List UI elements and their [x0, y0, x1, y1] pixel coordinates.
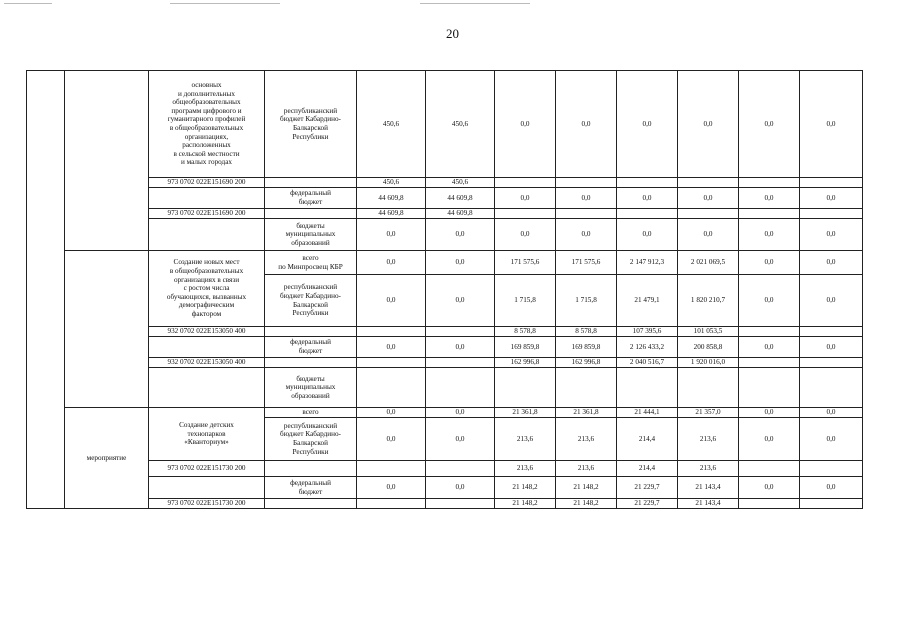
table-row — [27, 188, 863, 209]
value-cell: 0,0 — [678, 219, 739, 251]
value-cell: 0,0 — [556, 71, 617, 178]
value-cell: 21 148,2 — [495, 499, 556, 509]
table-row — [27, 219, 863, 251]
value-cell: 213,6 — [678, 418, 739, 461]
value-cell — [556, 178, 617, 188]
table-row — [27, 477, 863, 499]
scan-edge-line — [170, 3, 280, 4]
value-cell: 0,0 — [426, 219, 495, 251]
value-cell: 450,6 — [426, 71, 495, 178]
value-cell: 8 578,8 — [556, 327, 617, 337]
value-cell — [739, 358, 800, 368]
value-cell: 0,0 — [617, 219, 678, 251]
funding-source-cell: республиканский бюджет Кабардино- Балкарской Республики — [265, 418, 357, 461]
value-cell: 162 996,8 — [495, 358, 556, 368]
value-cell: 0,0 — [739, 188, 800, 209]
value-cell — [800, 499, 863, 509]
value-cell: 44 609,8 — [426, 188, 495, 209]
value-cell: 2 021 069,5 — [678, 251, 739, 275]
funding-source-cell: республиканский бюджет Кабардино- Балкарской Республики — [265, 71, 357, 178]
value-cell: 0,0 — [800, 71, 863, 178]
value-cell: 0,0 — [739, 477, 800, 499]
value-cell: 0,0 — [678, 71, 739, 178]
table-row — [27, 178, 863, 188]
value-cell: 171 575,6 — [556, 251, 617, 275]
value-cell: 169 859,8 — [495, 337, 556, 358]
description-cell: Создание детских технопарков «Кванториум» — [149, 408, 265, 461]
value-cell: 0,0 — [617, 188, 678, 209]
funding-source-cell: всего — [265, 408, 357, 418]
value-cell: 0,0 — [495, 188, 556, 209]
activity-cell — [65, 251, 149, 408]
value-cell: 44 609,8 — [426, 209, 495, 219]
value-cell — [800, 358, 863, 368]
value-cell: 0,0 — [495, 219, 556, 251]
value-cell — [617, 209, 678, 219]
value-cell — [800, 178, 863, 188]
value-cell — [357, 358, 426, 368]
activity-cell — [65, 71, 149, 251]
empty-cell — [265, 209, 357, 219]
value-cell: 21 148,2 — [495, 477, 556, 499]
description-cell — [149, 219, 265, 251]
table-row — [27, 461, 863, 477]
value-cell: 0,0 — [739, 251, 800, 275]
value-cell: 21 229,7 — [617, 499, 678, 509]
table-row — [27, 499, 863, 509]
description-cell: основных и дополнительных общеобразовательных программ цифрового и гуманитарного профилей в общеобразовательных организациях, расположенных в сельской местности и малых городах — [149, 71, 265, 178]
value-cell: 0,0 — [739, 337, 800, 358]
value-cell — [617, 178, 678, 188]
value-cell: 1 715,8 — [495, 275, 556, 327]
value-cell: 0,0 — [357, 418, 426, 461]
value-cell: 0,0 — [800, 418, 863, 461]
table-row — [27, 327, 863, 337]
value-cell: 0,0 — [800, 408, 863, 418]
value-cell: 450,6 — [357, 178, 426, 188]
value-cell: 200 858,8 — [678, 337, 739, 358]
value-cell — [739, 461, 800, 477]
value-cell: 171 575,6 — [495, 251, 556, 275]
value-cell — [800, 327, 863, 337]
description-cell: Создание новых мест в общеобразовательных организациях в связи с ростом числа обучающихся, вызванных демографическим фактором — [149, 251, 265, 327]
value-cell — [739, 178, 800, 188]
value-cell — [495, 178, 556, 188]
value-cell: 44 609,8 — [357, 188, 426, 209]
value-cell — [495, 368, 556, 408]
value-cell: 0,0 — [800, 477, 863, 499]
value-cell — [357, 368, 426, 408]
empty-cell — [265, 461, 357, 477]
value-cell — [800, 461, 863, 477]
value-cell — [678, 178, 739, 188]
value-cell: 21 361,8 — [556, 408, 617, 418]
left-margin-cell — [27, 71, 65, 509]
value-cell: 21 479,1 — [617, 275, 678, 327]
value-cell: 0,0 — [426, 477, 495, 499]
value-cell: 21 148,2 — [556, 477, 617, 499]
value-cell: 0,0 — [357, 219, 426, 251]
value-cell — [495, 209, 556, 219]
value-cell: 213,6 — [495, 461, 556, 477]
value-cell: 0,0 — [739, 219, 800, 251]
value-cell — [426, 499, 495, 509]
budget-code-cell: 973 0702 022E151730 200 — [149, 461, 265, 477]
funding-source-cell: республиканский бюджет Кабардино- Балкарской Республики — [265, 275, 357, 327]
value-cell: 214,4 — [617, 418, 678, 461]
value-cell: 214,4 — [617, 461, 678, 477]
value-cell: 21 361,8 — [495, 408, 556, 418]
value-cell — [357, 499, 426, 509]
funding-source-cell: всего по Минпросвещ КБР — [265, 251, 357, 275]
description-cell — [149, 477, 265, 499]
empty-cell — [265, 327, 357, 337]
table-row — [27, 408, 863, 418]
description-cell — [149, 337, 265, 358]
value-cell: 213,6 — [495, 418, 556, 461]
value-cell: 0,0 — [357, 275, 426, 327]
budget-code-cell: 932 0702 022E153050 400 — [149, 327, 265, 337]
value-cell — [800, 368, 863, 408]
value-cell: 8 578,8 — [495, 327, 556, 337]
value-cell: 0,0 — [426, 275, 495, 327]
value-cell: 213,6 — [678, 461, 739, 477]
value-cell — [556, 209, 617, 219]
value-cell: 169 859,8 — [556, 337, 617, 358]
table-row — [27, 358, 863, 368]
budget-table — [26, 70, 863, 509]
value-cell: 0,0 — [800, 188, 863, 209]
description-cell — [149, 188, 265, 209]
value-cell — [426, 358, 495, 368]
value-cell: 21 229,7 — [617, 477, 678, 499]
budget-code-cell: 973 0702 022E151690 200 — [149, 178, 265, 188]
value-cell: 1 820 210,7 — [678, 275, 739, 327]
value-cell — [800, 209, 863, 219]
funding-source-cell: бюджеты муниципальных образований — [265, 219, 357, 251]
value-cell — [357, 461, 426, 477]
value-cell — [556, 368, 617, 408]
value-cell: 0,0 — [357, 251, 426, 275]
table-row — [27, 337, 863, 358]
table-row — [27, 251, 863, 275]
activity-cell: мероприятие — [65, 408, 149, 509]
value-cell — [739, 368, 800, 408]
value-cell: 162 996,8 — [556, 358, 617, 368]
value-cell: 213,6 — [556, 418, 617, 461]
funding-source-cell: федеральный бюджет — [265, 337, 357, 358]
value-cell: 21 357,0 — [678, 408, 739, 418]
value-cell: 0,0 — [426, 337, 495, 358]
value-cell: 213,6 — [556, 461, 617, 477]
table-row — [27, 71, 863, 178]
scan-edge-line — [4, 3, 52, 4]
value-cell: 0,0 — [426, 251, 495, 275]
value-cell: 0,0 — [800, 337, 863, 358]
value-cell: 0,0 — [357, 477, 426, 499]
value-cell — [617, 368, 678, 408]
table-row — [27, 209, 863, 219]
value-cell — [426, 461, 495, 477]
budget-code-cell: 932 0702 022E153050 400 — [149, 358, 265, 368]
value-cell: 101 053,5 — [678, 327, 739, 337]
value-cell: 450,6 — [426, 178, 495, 188]
value-cell — [678, 368, 739, 408]
value-cell: 1 715,8 — [556, 275, 617, 327]
value-cell: 2 126 433,2 — [617, 337, 678, 358]
value-cell: 0,0 — [556, 219, 617, 251]
value-cell: 1 920 016,0 — [678, 358, 739, 368]
value-cell: 0,0 — [357, 337, 426, 358]
empty-cell — [265, 178, 357, 188]
value-cell: 0,0 — [357, 408, 426, 418]
value-cell: 44 609,8 — [357, 209, 426, 219]
table-row — [27, 368, 863, 408]
value-cell: 450,6 — [357, 71, 426, 178]
value-cell — [426, 368, 495, 408]
value-cell: 0,0 — [739, 418, 800, 461]
value-cell — [426, 327, 495, 337]
value-cell: 0,0 — [678, 188, 739, 209]
funding-source-cell: федеральный бюджет — [265, 477, 357, 499]
value-cell: 0,0 — [739, 71, 800, 178]
value-cell: 0,0 — [426, 418, 495, 461]
value-cell: 21 444,1 — [617, 408, 678, 418]
value-cell: 21 148,2 — [556, 499, 617, 509]
value-cell: 0,0 — [556, 188, 617, 209]
value-cell: 0,0 — [426, 408, 495, 418]
value-cell: 0,0 — [800, 219, 863, 251]
budget-code-cell: 973 0702 022E151730 200 — [149, 499, 265, 509]
value-cell — [678, 209, 739, 219]
value-cell: 21 143,4 — [678, 477, 739, 499]
empty-cell — [265, 358, 357, 368]
funding-source-cell: бюджеты муниципальных образований — [265, 368, 357, 408]
value-cell: 2 147 912,3 — [617, 251, 678, 275]
value-cell: 0,0 — [617, 71, 678, 178]
value-cell: 0,0 — [739, 275, 800, 327]
description-cell — [149, 368, 265, 408]
scan-edge-line — [420, 3, 530, 4]
value-cell — [357, 327, 426, 337]
value-cell — [739, 327, 800, 337]
value-cell — [739, 209, 800, 219]
value-cell: 107 395,6 — [617, 327, 678, 337]
value-cell: 21 143,4 — [678, 499, 739, 509]
value-cell: 0,0 — [739, 408, 800, 418]
empty-cell — [265, 499, 357, 509]
value-cell: 0,0 — [800, 275, 863, 327]
value-cell — [739, 499, 800, 509]
page-number: 20 — [446, 26, 459, 41]
value-cell: 2 040 516,7 — [617, 358, 678, 368]
funding-source-cell: федеральный бюджет — [265, 188, 357, 209]
value-cell: 0,0 — [495, 71, 556, 178]
budget-code-cell: 973 0702 022E151690 200 — [149, 209, 265, 219]
value-cell: 0,0 — [800, 251, 863, 275]
